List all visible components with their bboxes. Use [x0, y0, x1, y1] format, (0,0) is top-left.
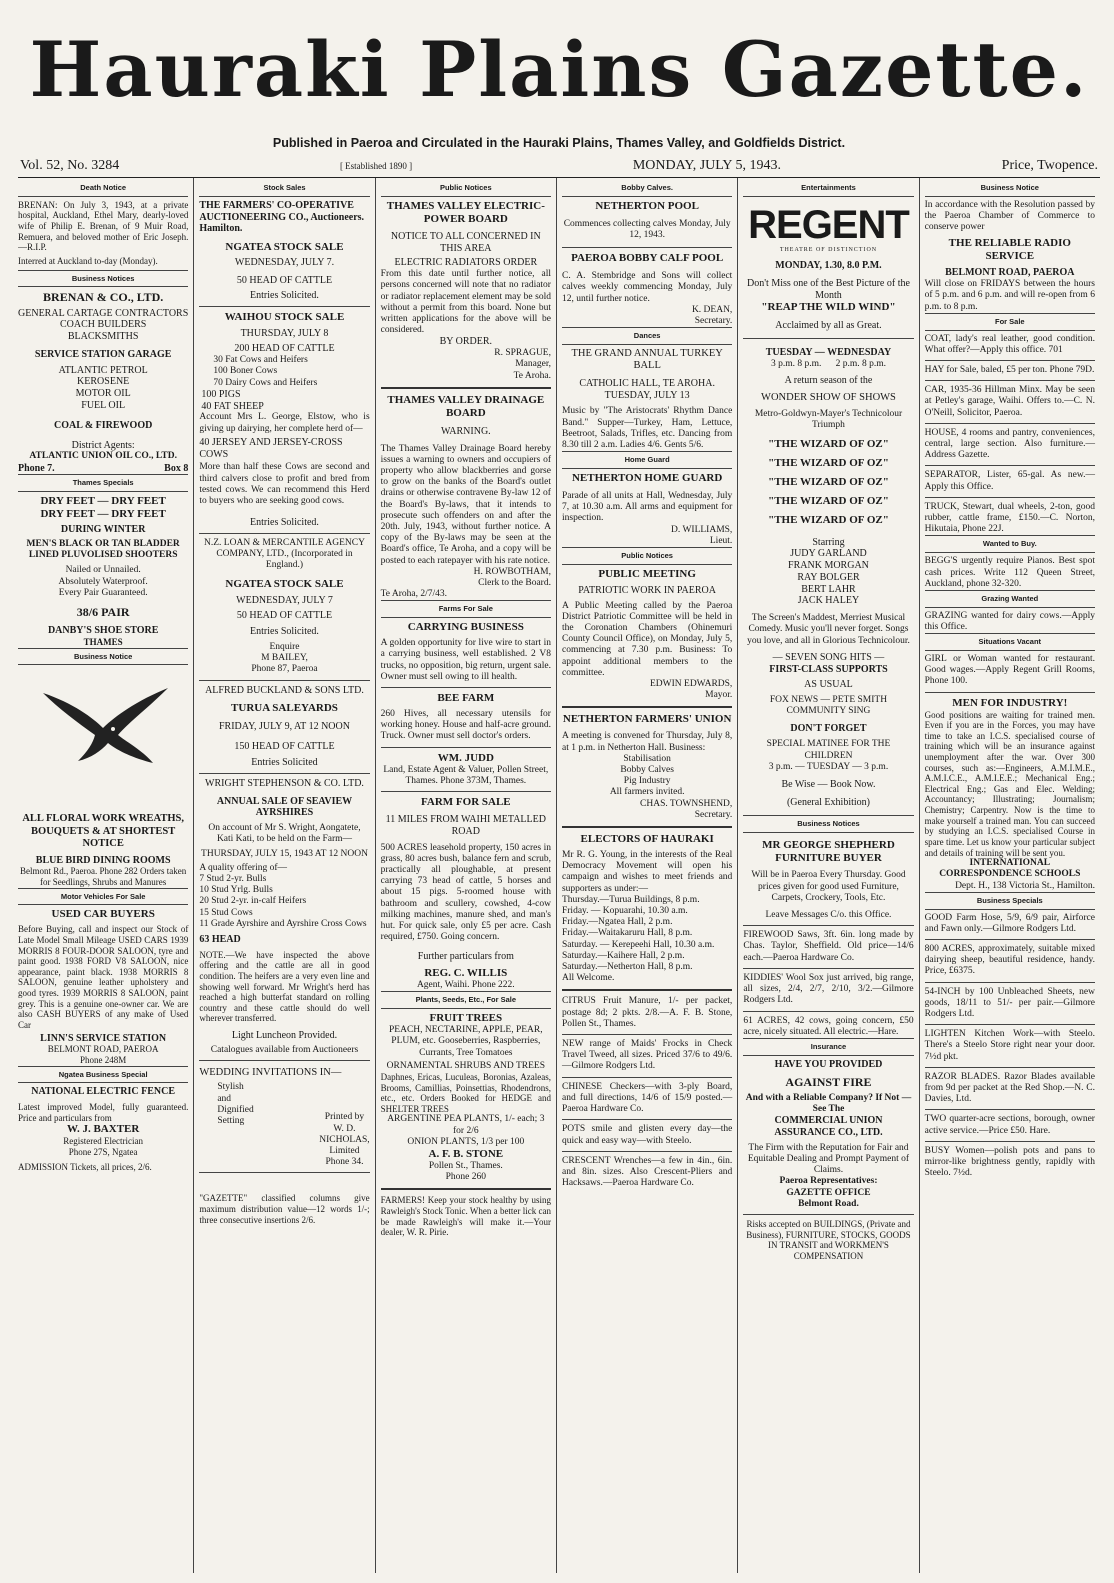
brenan-title: BRENAN & CO., LTD. — [43, 290, 164, 305]
netherton-pool: NETHERTON POOL — [595, 199, 699, 212]
divider — [925, 465, 1095, 466]
section-header: Public Notices — [381, 180, 551, 197]
divider — [743, 1214, 913, 1215]
radiators-text: From this date until further notice, all persons concerned will note that no radiator or radiator replacement element may be sold without a permit from this board. None but written applications for the above will be considered. — [380, 269, 551, 336]
pea-plants: ARGENTINE PEA PLANTS, 1/- each; 3 for 2/6 — [387, 1114, 545, 1136]
established-note: [ Established 1890 ] — [339, 161, 413, 171]
column-3 — [375, 178, 556, 1573]
shepherd-text: Will be in Paeroa Every Thursday. Good prices given for good used Furniture, Carpets, Crockery, Tools, Etc. — [751, 870, 906, 903]
section-header: Home Guard — [562, 451, 732, 469]
grazing-ad: GRAZING wanted for dairy cows.—Apply this Office. — [924, 610, 1095, 632]
acres-61: 61 ACRES, 42 cows, going concern, £50 acre, nicely situated. All electric.—Hare. — [743, 1015, 914, 1037]
electors-text: Mr R. G. Young, in the interests of the Real Democracy Movement will open his campaign and wishes to meet friends and supporters as under:— — [561, 850, 733, 894]
as-usual: AS USUAL — [804, 679, 853, 691]
george-account: Account Mrs L. George, Elstow, who is giving up dairying, her complete herd of— — [199, 412, 370, 434]
dont-miss: Don't Miss one of the Best Picture of the Month — [747, 277, 910, 301]
section-header: Insurance — [743, 1038, 913, 1056]
district-agents: District Agents: — [71, 439, 135, 451]
divider — [925, 1067, 1095, 1068]
during-winter: DURING WINTER — [60, 524, 146, 536]
dean-signature: K. DEAN, Secretary. — [691, 304, 733, 326]
farmers-coop: THE FARMERS' CO-OPERATIVE AUCTIONEERING CO., Auctioneers. Hamilton. — [199, 199, 365, 235]
radio-hours: Will close on FRIDAYS between the hours of 5 p.m. and 6 p.m. and will re-open from 6 p.m. to 8 p.m. — [924, 279, 1095, 312]
wedding-style: Stylish and Dignified Setting — [217, 1082, 254, 1126]
wright-account: On account of Mr S. Wright, Aongatete, Kati Kati, to be held on the Farm— — [208, 823, 361, 845]
divider — [199, 1172, 369, 1173]
paeroa-pool-text: C. A. Stembridge and Sons will collect calves weekly commencing Monday, July 12, until further notice. — [561, 271, 733, 304]
death-interred: Interred at Auckland to-day (Monday). — [18, 255, 158, 266]
fence-details: Latest improved Model, fully guaranteed. Price and particulars from — [18, 1102, 189, 1123]
atlantic-agent: ATLANTIC UNION OIL CO., LTD. — [29, 451, 177, 462]
ornamental: ORNAMENTAL SHRUBS AND TREES — [386, 1060, 546, 1071]
men-for-industry: MEN FOR INDUSTRY! — [952, 696, 1068, 709]
ics-schools: INTERNATIONAL CORRESPONDENCE SCHOOLS — [939, 858, 1081, 880]
buckland-sons: ALFRED BUCKLAND & SONS LTD. — [205, 684, 364, 696]
wizard-of-oz: "THE WIZARD OF OZ" — [768, 494, 889, 507]
crescent-wrenches: CRESCENT Wrenches—a few in 4in., 6in. and 8in. sizes. Also Crescent-Pliers and Hacksaws.—Paeroa Hardware Co. — [561, 1155, 733, 1189]
divider — [925, 1141, 1095, 1142]
ngatea-date: WEDNESDAY, JULY 7. — [234, 257, 335, 269]
divider — [925, 360, 1095, 361]
electors-hauraki: ELECTORS OF HAURAKI — [580, 833, 714, 846]
turua-saleyards: TURUA SALEYARDS — [231, 702, 338, 715]
by-order: BY ORDER. — [439, 336, 493, 348]
guard-text: Parade of all units at Hall, Wednesday, July 7, at 10.30 a.m. All arms and equipment for inspection. — [561, 491, 733, 524]
divider — [925, 1109, 1095, 1110]
divider — [199, 533, 369, 534]
divider — [199, 1060, 369, 1061]
warning: WARNING. — [440, 425, 491, 437]
tagline: Published in Paeroa and Circulated in the Hauraki Plains, Thames Valley, and Goldfields District. — [272, 136, 846, 150]
waihi-miles: 11 MILES FROM WAIHI METALLED ROAD — [385, 813, 546, 837]
union-text: A meeting is convened for Thursday, July 8, at 1 p.m. in Netherton Hall. Business: — [561, 731, 733, 753]
divider — [562, 247, 732, 248]
rowbotham-signature: H. ROWBOTHAM, Clerk to the Board. — [473, 566, 551, 588]
divider — [562, 1034, 732, 1035]
regent-logo: REGENT — [748, 202, 909, 247]
head-63: 63 HEAD — [199, 933, 241, 945]
divider — [562, 1119, 732, 1120]
cattle-50: 50 HEAD OF CATTLE — [236, 275, 333, 286]
wedding-invitations: WEDDING INVITATIONS IN— — [199, 1066, 342, 1078]
firewood-saws: FIREWOOD Saws, 3ft. 6in. long made by Chas. Taylor, Sheffield. Old price—14/6 each.—Paeroa Hardware Co. — [743, 930, 914, 963]
session-times: 3 p.m. 8 p.m. 2 p.m. 8 p.m. — [770, 358, 886, 369]
car-ad: CAR, 1935-36 Hillman Minx. May be seen at Petley's garage, Waihi. Offers to.—C. N. O'Neill, Solicitor, Paeroa. — [924, 385, 1095, 418]
ornamental-text: Daphnes, Ericas, Luculeas, Boronias, Azaleas, Brooms, Camillias, Poinsettias, Rhodendrons, etc., etc. Orders Booked for HEDGE and SHELTER TREES — [380, 1071, 551, 1114]
wizard-of-oz: "THE WIZARD OF OZ" — [768, 456, 889, 469]
coal-firewood: COAL & FIREWOOD — [53, 419, 153, 431]
section-header: Business Notice — [925, 180, 1095, 197]
divider — [562, 989, 732, 991]
divider — [562, 826, 732, 828]
busy-women: BUSY Women—polish pots and pans to mirror-like brightness gently, rapidly with Steelo. 7½d. — [924, 1145, 1095, 1179]
paeroa-pool: PAEROA BOBBY CALF POOL — [571, 252, 724, 265]
ngatea-stock-sale: NGATEA STOCK SALE — [225, 241, 344, 254]
radiators-order: ELECTRIC RADIATORS ORDER — [394, 257, 538, 269]
divider — [925, 982, 1095, 983]
sprague-signature: R. SPRAGUE, Manager, Te Aroha. — [494, 348, 551, 381]
danby-town: THAMES — [83, 637, 123, 648]
section-header: Business Notices — [743, 815, 913, 833]
cast-list: JUDY GARLAND FRANK MORGAN RAY BOLGER BERT LAHR JACK HALEY — [788, 548, 869, 607]
maids-frocks: NEW range of Maids' Frocks in Check Travel Tweed, all sizes. Priced 37/6 to 49/6.—Gilmore Rodgers Ltd. — [561, 1039, 733, 1072]
newspaper-title: Hauraki Plains Gazette. — [29, 25, 1089, 114]
edwards-signature: EDWIN EDWARDS, Mayor. — [649, 679, 733, 701]
union-business: Stabilisation Bobby Calves Pig Industry All farmers invited. — [609, 753, 685, 798]
used-cars-list: Before Buying, call and inspect our Stock of Late Model Small Mileage USED CARS 1939 MORRIS 8 FOUR-DOOR SALOON, tyre and paint good. 1938 FORD V8 SALOON, nice appearance, paint black. 1938 MORRIS 8 SALOON, genuine leather upholstery and good tyres. 1939 MORRIS 8 SALOON, paint grey. This is a genuine one-owner car. We are also CASH BUYERS of any make of Used Car — [18, 924, 189, 1030]
williams-signature: D. WILLIAMS, Lieut. — [671, 524, 733, 546]
farm-text: 500 ACRES leasehold property, 150 acres in grass, 80 acres bush, balance fern and scrub, practically all ploughable, at present carrying 73 head of cattle, 5 horses and about 15 pigs. 5-roomed house with bathroom and scullery, cowshed, 4-cow milking machines, manure shed, and man's hut. For quick sale, only £5 per acre. Cash required, £750. Going concern. — [380, 842, 551, 943]
entries-solicited: Entries Solicited — [251, 756, 318, 768]
section-header: Plants, Seeds, Etc., For Sale — [381, 991, 551, 1009]
issue-info-bar — [18, 158, 1100, 178]
divider — [381, 747, 551, 748]
entries-solicited: Entries Solicited. — [250, 517, 319, 529]
patriotic-work: PATRIOTIC WORK IN PAEROA — [578, 584, 716, 596]
nz-loan: N.Z. LOAN & MERCANTILE AGENCY COMPANY, LTD., (Incorporated in England.) — [204, 537, 365, 571]
masthead — [18, 6, 1100, 150]
bluebird-rooms: BLUE BIRD DINING ROOMS — [35, 854, 171, 866]
judd-name: WM. JUDD — [437, 751, 494, 764]
first-class-supports: FIRST-CLASS SUPPORTS — [769, 663, 888, 675]
waterproof-note: Nailed or Unnailed. Absolutely Waterproof. Every Pair Guaranteed. — [58, 565, 148, 598]
firm-reputation: The Firm with the Reputation for Fair and Equitable Dealing and Prompt Payment of Claims. — [747, 1142, 910, 1176]
risks-accepted: Risks accepted on BUILDINGS, (Private and Business), FURNITURE, STOCKS, GOODS IN TRANSIT and WORKMEN'S COMPENSATION — [746, 1218, 911, 1261]
truck-ad: TRUCK, Stewart, dual wheels, 2-ton, good rubber, cattle frame, £150.—C. Norton, Hikutaia, Phone 22J. — [924, 501, 1095, 535]
used-car-buyers: USED CAR BUYERS — [51, 908, 155, 921]
wizard-of-oz: "THE WIZARD OF OZ" — [768, 475, 889, 488]
separator-ad: SEPARATOR, Lister, 65-gal. As new.—Apply this Office. — [924, 470, 1095, 492]
townshend-signature: CHAS. TOWNSHEND, Secretary. — [640, 798, 733, 820]
carrying-business: CARRYING BUSINESS — [407, 621, 524, 634]
pigs: 100 PIGS — [201, 388, 241, 400]
wonder-show: WONDER SHOW OF SHOWS — [761, 391, 896, 403]
column-2 — [193, 178, 374, 1573]
section-header: For Sale — [925, 313, 1095, 331]
fox-news: FOX NEWS — PETE SMITH COMMUNITY SING — [769, 695, 888, 717]
entries-solicited: Entries Solicited. — [250, 626, 319, 638]
section-header: Bobby Calves. — [562, 180, 732, 197]
general-exhibition: (General Exhibition) — [786, 796, 870, 808]
issue-date: MONDAY, JULY 5, 1943. — [632, 158, 782, 173]
linns-address: BELMONT ROAD, PAEROA Phone 248M — [47, 1044, 159, 1065]
drainage-text: The Thames Valley Drainage Board hereby issues a warning to owners and occupiers of property who allow blackberries and gorse to grow on the banks of the Board's outlet drains or otherwise contravene By-law 12 of the Board's By-laws, that it intends to prosecute such offenders on and after the 20th. July, 1943, without further notice. A copy of the By-laws may be seen at the Board's office, Te Aroha, and a copy will be posted to each ratepayer with his rate notice. — [380, 443, 551, 566]
willis-details: Agent, Waihi. Phone 222. — [416, 980, 515, 991]
coat-ad: COAT, lady's real leather, good condition. What offer?—Apply this office. 701 — [924, 333, 1095, 355]
agent-phone: Phone 7. — [18, 462, 55, 474]
section-header: Business Notices — [18, 270, 188, 288]
annual-date: THURSDAY, JULY 15, 1943 AT 12 NOON — [201, 848, 368, 859]
starring: Starring — [812, 536, 845, 548]
section-header: Grazing Wanted — [925, 590, 1095, 608]
acclaimed: Acclaimed by all as Great. — [775, 320, 882, 332]
column-grid — [18, 178, 1100, 1573]
cattle-150: 150 HEAD OF CATTLE — [234, 741, 335, 753]
carrying-text: A golden opportunity for live wire to start in a carrying business, well established. 2 V8 trucks, no opposition, big return, urgent sale. Owner must sell owing to ill health. — [380, 638, 551, 682]
divider — [381, 687, 551, 688]
meeting-text: A Public Meeting called by the Paeroa District Patriotic Committee will be held in the Coronation Chambers (Ohinemuri County Council Office), on Monday, July 5, commencing at 7.30 p.m. Business: To appoint additional members to the committee. — [561, 600, 733, 678]
section-header: Public Notices — [562, 547, 732, 565]
ball-details: Music by "The Aristocrats' Rhythm Dance Band." Supper—Turkey, Ham, Lettuce, Beetroot, Salads, Trifles, etc. Dancing from 8.30 till 2 a.m. Ladies 4/6. Gents 5/6. — [561, 406, 733, 450]
entries-solicited: Entries Solicited. — [250, 289, 319, 301]
ngatea-stock-sale-2: NGATEA STOCK SALE — [225, 577, 344, 590]
section-header: Motor Vehicles For Sale — [18, 888, 188, 906]
section-header: Death Notice — [18, 180, 188, 197]
shooter-price: 38/6 PAIR — [76, 605, 130, 620]
cattle-50b: 50 HEAD OF CATTLE — [236, 610, 333, 622]
mgm-triumph: Metro-Goldwyn-Mayer's Technicolour Triumph — [754, 409, 903, 431]
citrus-manure: CITRUS Fruit Manure, 1/- per packet, postage 8d; 2 pkts. 2/8.—A. F. B. Stone, Pollen St., Thames. — [561, 996, 733, 1029]
stone-details: Pollen St., Thames. Phone 260 — [428, 1160, 503, 1183]
shepherd-buyer: MR GEORGE SHEPHERD FURNITURE BUYER — [762, 838, 895, 864]
divider — [562, 1077, 732, 1078]
house-ad: HOUSE, 4 rooms and pantry, conveniences, central, large section. Also furniture.—Address Gazette. — [924, 427, 1095, 461]
floral-work: ALL FLORAL WORK WREATHS, BOUQUETS & AT SHORTEST NOTICE — [22, 813, 184, 850]
return-season: A return season of the — [784, 375, 873, 387]
hay-ad: HAY for Sale, baled, £5 per ton. Phone 79D. — [924, 365, 1095, 376]
divider — [381, 1188, 551, 1190]
death-notice: BRENAN: On July 3, 1943, at a private hospital, Auckland, Ethel Mary, dearly-loved wife of Philip E. Brenan, of 9 Muir Road, Remuera, and beloved mother of Eric Joseph.—R.I.P. — [18, 199, 189, 253]
waihou-list: 30 Fat Cows and Heifers 100 Boner Cows 70 Dairy Cows and Heifers — [213, 355, 318, 388]
divider — [925, 692, 1095, 693]
waihou-stock-sale: WAIHOU STOCK SALE — [224, 310, 345, 323]
waihou-date: THURSDAY, JULY 8 — [240, 327, 329, 339]
cattle-200: 200 HEAD OF CATTLE — [234, 343, 335, 355]
fruit-trees: FRUIT TREES — [429, 1012, 503, 1025]
danby-store: DANBY'S SHOE STORE — [47, 625, 159, 637]
fat-sheep: 40 FAT SHEEP — [201, 400, 264, 412]
reliable-radio: THE RELIABLE RADIO SERVICE — [948, 237, 1071, 263]
quarter-acre: TWO quarter-acre sections, borough, owner active service.—Price £50. Hare. — [924, 1114, 1095, 1136]
onion-plants: ONION PLANTS, 1/3 per 100 — [407, 1136, 525, 1147]
divider — [743, 925, 913, 926]
section-header: Business Specials — [925, 892, 1095, 910]
gazette-classified: "GAZETTE" classified columns give maximum distribution value—12 words 1/-; three consecutive insertions 2/6. — [199, 1193, 370, 1225]
seaview-ayrshires: ANNUAL SALE OF SEAVIEW AYRSHIRES — [216, 795, 353, 819]
divider — [925, 423, 1095, 424]
baxter-name: W. J. BAXTER — [66, 1123, 140, 1136]
jersey-details: More than half these Cows are second and third calvers close to profit and bred from tested cows. We can recommend this Herd to buyers who are seeking good cows. — [199, 462, 370, 506]
divider — [562, 1151, 732, 1152]
bluebird-details: Belmont Rd., Paeroa. Phone 282 Orders taken for Seedlings, Shrubs and Manures — [20, 866, 187, 887]
farm-for-sale: FARM FOR SALE — [421, 795, 511, 808]
lighten-kitchen: LIGHTEN Kitchen Work—with Steelo. There's a Steelo Store right near your door. 7½d pkt. — [924, 1029, 1095, 1062]
column-5 — [737, 178, 918, 1573]
electors-schedule: Thursday.—Turua Buildings, 8 p.m. Friday. — Kopuarahi, 10.30 a.m. Friday.—Ngatea Hall, 2 p.m. Friday.—Waitakaruru Hall, 8 p.m. Saturday. — Kerepeehi Hall, 10.30 a.m. Saturday.—Kaihere Hall, 2 p.m. Saturday.—Netherton Hall, 8 p.m. All Welcome. — [561, 894, 715, 984]
admission-tickets: ADMISSION Tickets, all prices, 2/6. — [18, 1161, 152, 1172]
section-header: Business Notice — [18, 648, 188, 666]
catalogues: Catalogues available from Auctioneers — [210, 1044, 359, 1055]
wright-stephenson: WRIGHT STEPHENSON & CO. LTD. — [205, 777, 364, 789]
razor-blades: RAZOR BLADES. Razor Blades available from 9d per packet at the Red Shop.—N. C. Davies, Ltd. — [924, 1071, 1095, 1105]
leave-messages: Leave Messages C/o. this Office. — [765, 910, 892, 921]
divider — [743, 1011, 913, 1012]
unbleached-sheets: 54-INCH by 100 Unbleached Sheets, new goods, 18/11 to 51/- per pair.—Gilmore Rodgers Ltd. — [924, 986, 1095, 1020]
drainage-board: THAMES VALLEY DRAINAGE BOARD — [387, 393, 545, 419]
seven-song-hits: — SEVEN SONG HITS — — [772, 651, 885, 663]
kiddies-sox: KIDDIES' Wool Sox just arrived, big range, all sizes, 2/4, 2/7, 2/10, 3/2.—Gilmore Rodgers Ltd. — [743, 972, 914, 1006]
column-4 — [556, 178, 737, 1573]
dry-feet-2: DRY FEET — DRY FEET — [40, 508, 166, 521]
divider — [743, 338, 913, 339]
reap-wild-wind: "REAP THE WILD WIND" — [761, 301, 896, 314]
divider — [743, 968, 913, 969]
electric-fence: NATIONAL ELECTRIC FENCE — [31, 1086, 176, 1098]
volume-number: Vol. 52, No. 3284 — [20, 158, 120, 173]
belmont-road: BELMONT ROAD, PAEROA — [945, 267, 1075, 279]
dont-forget: DON'T FORGET — [790, 722, 867, 734]
girl-wanted: GIRL or Woman wanted for restaurant. Good wages.—Apply Regent Grill Rooms, Phone 100. — [924, 654, 1095, 687]
service-station: SERVICE STATION GARAGE — [34, 348, 172, 360]
divider — [562, 706, 732, 708]
commercial-union: COMMERCIAL UNION ASSURANCE CO., LTD. — [774, 1115, 883, 1138]
issue-price: Price, Twopence. — [1001, 158, 1098, 173]
further-particulars: Further particulars from — [417, 951, 514, 963]
acres-800: 800 ACRES, approximately, suitable mixed dairying sheep, beautiful residence, handy. Price, £6375. — [924, 944, 1095, 977]
bee-farm: BEE FARM — [437, 692, 495, 704]
dry-feet-1: DRY FEET — DRY FEET — [40, 495, 166, 508]
divider — [199, 680, 369, 681]
section-header: Entertainments — [743, 180, 913, 197]
shooters: MEN'S BLACK OR TAN BLADDER LINED PLUVOLISED SHOOTERS — [26, 539, 180, 561]
petrol-products: ATLANTIC PETROL KEROSENE MOTOR OIL FUEL OIL — [58, 364, 148, 412]
be-wise: Be Wise — Book Now. — [781, 779, 876, 791]
against-fire: AGAINST FIRE — [785, 1074, 872, 1089]
section-header: Ngatea Business Special — [18, 1066, 188, 1084]
wizard-of-oz: "THE WIZARD OF OZ" — [768, 513, 889, 526]
brenan-services: GENERAL CARTAGE CONTRACTORS COACH BUILDERS BLACKSMITHS — [18, 307, 189, 343]
nicholas-printer: Printed by W. D. NICHOLAS, Limited Phone 34. — [319, 1112, 370, 1168]
netherton-guard: NETHERTON HOME GUARD — [571, 472, 723, 485]
divider — [199, 773, 369, 774]
beggs-pianos: BEGG'S urgently require Pianos. Best spot cash prices. Write 112 Queen Street, Auckland, phone 32-320. — [924, 556, 1095, 589]
turua-date: FRIDAY, JULY 9, AT 12 NOON — [219, 721, 350, 733]
bailey-enquire: Enquire M BAILEY, Phone 87, Paeroa — [251, 641, 318, 675]
bee-text: 260 Hives, all necessary utensils for working honey. House and half-acre ground. Truck. Owner must sell doctor's orders. — [380, 708, 551, 742]
light-luncheon: Light Luncheon Provided. — [231, 1029, 338, 1041]
regent-subtitle: THEATRE OF DISTINCTION — [779, 246, 878, 253]
wizard-of-oz: "THE WIZARD OF OZ" — [768, 437, 889, 450]
divider — [199, 306, 369, 307]
divider — [925, 497, 1095, 498]
chinese-checkers: CHINESE Checkers—with 3-ply Board, and full directions, 14/6 of 15/9 posted.—Paeroa Hardware Co. — [561, 1081, 733, 1115]
willis-name: REG. C. WILLIS — [424, 967, 508, 980]
farmers-union: NETHERTON FARMERS' UNION — [562, 713, 732, 726]
section-header: Stock Sales — [199, 180, 369, 197]
ayrshire-list: A quality offering of— 7 Stud 2-yr. Bulls 10 Stud Yrlg. Bulls 20 Stud 2-yr. in-calf Heifers 15 Stud Cows 11 Grade Ayrshire and Ayrshire Cross Cows — [199, 862, 367, 929]
fruit-text: PEACH, NECTARINE, APPLE, PEAR, PLUM, etc. Gooseberries, Raspberries, Currants, Tree Tomatoes — [389, 1025, 543, 1058]
rawleigh-ad: FARMERS! Keep your stock healthy by using Rawleigh's Stock Tonic. When a better lick can be made Rawleigh's will make it.—Your dealer, W. R. Pirie. — [380, 1195, 551, 1238]
divider — [925, 380, 1095, 381]
reliable-company: And with a Reliable Company? If Not — See The — [745, 1092, 912, 1114]
swallow-illustration — [33, 673, 173, 773]
tuesday-wednesday: TUESDAY — WEDNESDAY — [765, 347, 892, 359]
farm-hose: GOOD Farm Hose, 5/9, 6/9 pair, Airforce and Fawn only.—Gilmore Rodgers Ltd. — [924, 912, 1095, 934]
agent-contact — [18, 463, 188, 475]
screen-blurb: The Screen's Maddest, Merriest Musical Comedy. Music you'll never forget. Songs you love, and all in Glorious Technicolour. — [747, 613, 910, 646]
jersey-cows: 40 JERSEY AND JERSEY-CROSS COWS — [199, 436, 343, 460]
ics-text: Good positions are waiting for trained men. Even if you are in the Forces, you may have time to take an I.C.S. specialised course of training which will be an insurance against unemployment after the war. Over 300 courses, such as:—Engineers, A.M.I.M.E., A.M.I.C.E., A.M.I.E.E.; Mechanical Eng.; Electrical Eng.; Gas and Elec. Welding; Accountancy; Illustrating; Journalism; Chemistry; Carpentry. Now is the time to make yourself a trained man. You can succeed by studying an I.C.S. specialised Course in spare time. Let us know your particular subject and details of training will be sent you. — [924, 709, 1095, 858]
wedding-block — [199, 1082, 369, 1168]
agent-box: Box 8 — [164, 462, 189, 474]
section-header: Situations Vacant — [925, 633, 1095, 651]
inspection-note: NOTE.—We have inspected the above offering and the cattle are all in good condition. The heifers are a very even line and showing well forward. Mr Wright's herd has reached a high butterfat standard on rolling country and these cattle should do well wherever transferred. — [199, 949, 370, 1024]
section-header: Thames Specials — [18, 474, 188, 492]
divider — [925, 939, 1095, 940]
column-6 — [919, 178, 1100, 1573]
te-aroha-date: Te Aroha, 2/7/43. — [380, 589, 448, 600]
matinee-time: 3 p.m. — TUESDAY — 3 p.m. — [768, 761, 889, 772]
section-header: Dances — [562, 327, 732, 345]
special-matinee: SPECIAL MATINEE FOR THE CHILDREN — [766, 739, 891, 761]
tv-electric-board: THAMES VALLEY ELECTRIC-POWER BOARD — [386, 199, 545, 225]
catholic-hall: CATHOLIC HALL, TE AROHA. TUESDAY, JULY 13 — [579, 377, 715, 401]
divider — [381, 791, 551, 792]
section-header: Wanted to Buy. — [925, 535, 1095, 553]
public-meeting: PUBLIC MEETING — [598, 567, 696, 580]
notice-all: NOTICE TO ALL CONCERNED IN THIS AREA — [390, 230, 541, 254]
paeroa-reps: Paeroa Representatives: GAZETTE OFFICE Belmont Road. — [779, 1176, 878, 1209]
netherton-pool-text: Commences collecting calves Monday, July 12, 1943. — [563, 218, 731, 241]
ics-address: Dept. H., 138 Victoria St., Hamilton. — [955, 880, 1095, 891]
divider — [925, 1024, 1095, 1025]
column-1 — [18, 178, 193, 1573]
monday-times: MONDAY, 1.30, 8.0 P.M. — [775, 259, 882, 271]
have-you-provided: HAVE YOU PROVIDED — [774, 1058, 883, 1070]
section-header: Farms For Sale — [381, 600, 551, 618]
judd-details: Land, Estate Agent & Valuer, Pollen Street, Thames. Phone 373M, Thames. — [383, 764, 549, 786]
pots-steelo: POTS smile and glisten every day—the quick and easy way—with Steelo. — [561, 1124, 733, 1146]
turkey-ball: THE GRAND ANNUAL TURKEY BALL — [571, 348, 723, 372]
linns-station: LINN'S SERVICE STATION — [40, 1032, 167, 1044]
divider — [381, 387, 551, 389]
baxter-contact: Registered Electrician Phone 27S, Ngatea — [63, 1136, 144, 1157]
stone-name: A. F. B. STONE — [428, 1147, 504, 1160]
ngatea-date-2: WEDNESDAY, JULY 7 — [236, 594, 333, 606]
chamber-resolution: In accordance with the Resolution passed by the Paeroa Chamber of Commerce to conserve power — [924, 199, 1095, 233]
